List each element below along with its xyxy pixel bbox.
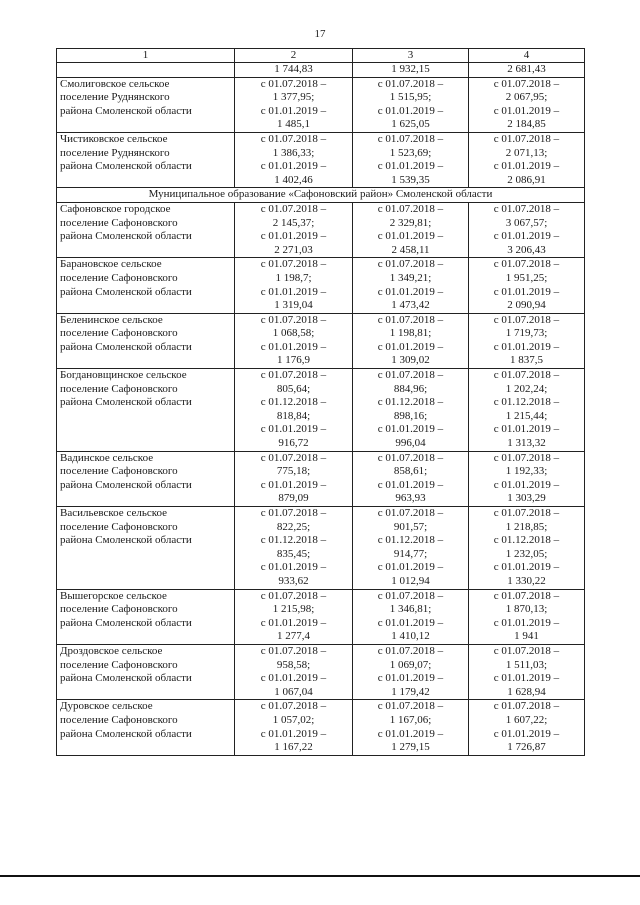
rate-line: с 01.01.2019 – [377,727,444,740]
rate-line: 933,62 [278,574,309,587]
rate-line: с 01.01.2019 – [260,160,327,173]
settlement-name-line: Барановское сельское [60,258,162,271]
rate-cell-col-2 [235,507,353,590]
rate-line: 1 277,4 [277,630,310,643]
rate-line: 1 057,02; [272,713,315,726]
rate-line: 1 176,9 [277,354,310,367]
rate-line: 1 719,73; [505,327,548,340]
settlement-name-line: Вышегорское сельское [60,589,167,602]
table-row [57,644,585,699]
settlement-name-line: района Смоленской области [60,160,192,173]
settlement-name-line: района Смоленской области [60,104,192,117]
settlement-name-line: района Смоленской области [60,534,192,547]
rate-line: 1 068,58; [272,327,315,340]
table-row [57,258,585,313]
settlement-name-line: поселение Сафоновского [60,603,178,616]
rate-cell-col-3 [353,700,469,755]
rate-cell-col-2 [235,589,353,644]
table-row [57,369,585,452]
rate-line: с 01.01.2019 – [377,561,444,574]
rate-line: 958,58; [276,658,311,671]
rate-line: с 01.07.2018 – [260,507,327,519]
rate-line: 1 951,25; [505,271,548,284]
rate-line: 1 607,22; [505,713,548,726]
table-row [57,202,585,257]
rate-line: с 01.01.2019 – [493,561,560,574]
rate-line: 1 232,05; [505,547,548,560]
settlement-name [57,313,235,368]
rate-line: 2 329,81; [389,216,432,229]
rate-line: 1 539,35 [391,173,430,186]
rate-line: 1 473,42 [391,299,430,312]
rate-line: 835,45; [276,547,311,560]
rate-line: с 01.07.2018 – [493,451,560,464]
table-row [57,132,585,187]
rate-line: 914,77; [393,547,428,560]
rate-line: с 01.01.2019 – [493,160,560,173]
rate-line: с 01.01.2019 – [260,672,327,685]
rate-line: 2 071,13; [505,146,548,159]
rate-line: с 01.01.2019 – [377,230,444,243]
rate-cell-col-3 [353,77,469,132]
rate-line: с 01.07.2018 – [377,258,444,271]
rate-line: с 01.01.2019 – [260,230,327,243]
rate-line: с 01.01.2019 – [260,104,327,117]
rate-line: 1 523,69; [389,146,432,159]
rate-line: 2 271,03 [274,243,313,256]
rate-line: с 01.01.2019 – [260,727,327,740]
rate-line: 2 458,11 [391,243,430,256]
rate-cell-col-3 [353,258,469,313]
rate-line: 1 349,21; [389,271,432,284]
rate-line: 1 377,95; [272,91,315,104]
rate-cell-col-2 [235,258,353,313]
rate-cell-col-4 [469,132,585,187]
rate-line: с 01.01.2019 – [377,340,444,353]
rate-cell-col-2 [235,369,353,452]
rate-line: 1 167,22 [274,741,313,754]
settlement-name [57,507,235,590]
rate-line: 1 625,05 [391,118,430,131]
rate-line: с 01.01.2019 – [493,478,560,491]
rate-line: с 01.07.2018 – [260,202,327,215]
rate-line: 1 167,06; [389,713,432,726]
rate-line: с 01.07.2018 – [260,451,327,464]
rate-line: с 01.12.2018 – [260,396,327,409]
rate-line: с 01.01.2019 – [260,285,327,298]
table-row [57,700,585,755]
settlement-name [57,369,235,452]
rate-cell-col-2 [235,700,353,755]
rate-line: с 01.07.2018 – [377,700,444,713]
settlement-name-line: поселение Руднянского [60,146,170,159]
rate-cell-col-3 [353,507,469,590]
rate-cell-col-4 [469,644,585,699]
settlement-name-line: Дроздовское сельское [60,644,163,657]
rate-line: 1 628,94 [507,685,546,698]
rate-line: 916,72 [278,437,309,450]
settlement-name-line: поселение Сафоновского [60,465,178,478]
settlement-name-line: района Смоленской области [60,672,192,685]
settlement-name-line: района Смоленской области [60,285,192,298]
rate-line: с 01.07.2018 – [493,202,560,215]
rate-line: с 01.07.2018 – [260,258,327,271]
footer-rule [0,875,640,877]
rate-line: с 01.07.2018 – [493,589,560,602]
rate-cell-col-4 [469,77,585,132]
rate-line: с 01.01.2019 – [260,561,327,574]
rate-line: с 01.07.2018 – [260,132,327,145]
rate-line: с 01.07.2018 – [377,132,444,145]
rate-line: с 01.01.2019 – [493,285,560,298]
settlement-name [57,132,235,187]
rate-line: 1 303,29 [507,492,546,505]
rate-cell-col-3 [353,589,469,644]
rate-cell-col-3 [353,313,469,368]
rate-line: 805,64; [276,382,311,395]
rate-cell-col-2 [235,77,353,132]
settlement-name [57,77,235,132]
rate-line: с 01.07.2018 – [377,77,444,90]
rate-line: 1 744,83 [274,63,313,75]
rate-line: с 01.07.2018 – [493,313,560,326]
settlement-name [57,202,235,257]
settlement-name-line: района Смоленской области [60,616,192,629]
settlement-name-line: Васильевское сельское [60,507,168,519]
rate-line: 884,96; [393,382,428,395]
page-number: 17 [314,28,326,40]
rate-cell-col-4 [469,258,585,313]
settlement-name-line: Смолиговское сельское [60,77,170,90]
rate-line: с 01.07.2018 – [493,77,560,90]
rate-line: с 01.01.2019 – [377,104,444,117]
rate-line: 1 485,1 [277,118,310,131]
rate-line: с 01.07.2018 – [260,700,327,713]
column-header-4: 4 [469,49,585,63]
rate-cell-col-2 [235,313,353,368]
rate-cell-col-3 [353,369,469,452]
rate-line: с 01.07.2018 – [493,700,560,713]
rate-line: с 01.01.2019 – [377,616,444,629]
section-block [57,188,585,203]
column-header-2: 2 [235,49,353,63]
rate-cell-col-2 [235,451,353,506]
settlement-name [57,644,235,699]
rate-line: с 01.07.2018 – [377,451,444,464]
rate-cell-col-4 [469,451,585,506]
rate-cell-col-3 [353,202,469,257]
rate-line: с 01.01.2019 – [377,285,444,298]
rate-line: 3 206,43 [507,243,546,256]
rate-line: 1 511,03; [505,658,548,671]
rate-line: 1 726,87 [507,741,546,754]
rate-line: с 01.12.2018 – [377,396,444,409]
rate-line: 2 067,95; [505,91,548,104]
rate-line: с 01.01.2019 – [493,423,560,436]
rate-line: 1 837,5 [510,354,543,367]
settlement-name [57,258,235,313]
settlement-name-line: Богдановщинское сельское [60,369,187,382]
table-row [57,451,585,506]
rate-cell-col-4 [469,202,585,257]
rate-line: 879,09 [278,492,309,505]
rate-line: с 01.01.2019 – [493,104,560,117]
rate-line: с 01.07.2018 – [377,313,444,326]
rate-line: 3 067,57; [505,216,548,229]
rate-line: 1 870,13; [505,603,548,616]
rate-cell-col-2 [235,644,353,699]
settlement-name [57,589,235,644]
rate-line: с 01.07.2018 – [377,507,444,519]
settlement-name-line: района Смоленской области [60,230,192,243]
rate-line: 1 215,98; [272,603,315,616]
rate-line: с 01.01.2019 – [493,672,560,685]
table-row [57,63,585,78]
settlement-name-line: района Смоленской области [60,340,192,353]
rate-cell-col-2 [235,132,353,187]
rate-line: 996,04 [395,437,426,450]
rate-line: 2 681,43 [507,63,546,75]
settlement-name-line: района Смоленской области [60,396,192,409]
settlement-name-line: поселение Сафоновского [60,327,178,340]
rate-line: 2 145,37; [272,216,315,229]
rate-line: с 01.01.2019 – [260,478,327,491]
settlement-name [57,63,235,78]
settlement-name-line: поселение Руднянского [60,91,170,104]
rate-line: с 01.01.2019 – [260,340,327,353]
rate-line: 898,16; [393,409,428,422]
rate-cell-col-3 [353,644,469,699]
column-header-1: 1 [57,49,235,63]
rate-line: с 01.01.2019 – [377,672,444,685]
rate-cell-col-4 [469,63,585,78]
rate-line: с 01.12.2018 – [493,534,560,547]
rate-cell-col-3 [353,132,469,187]
settlement-name-line: Дуровское сельское [60,700,153,713]
column-header-3: 3 [353,49,469,63]
settlement-name [57,700,235,755]
rate-line: 858,61; [393,465,428,478]
rate-line: с 01.07.2018 – [260,644,327,657]
settlement-name-line: поселение Сафоновского [60,520,178,533]
rate-line: с 01.07.2018 – [493,258,560,271]
rate-line: с 01.01.2019 – [493,727,560,740]
rate-line: 1 515,95; [389,91,432,104]
settlement-name-line: Беленинское сельское [60,313,163,326]
rate-line: 1 012,94 [391,574,430,587]
rate-line: с 01.01.2019 – [377,423,444,436]
rate-line: 963,93 [395,492,426,505]
rate-line: 1 386,33; [272,146,315,159]
rate-line: 1 313,32 [507,437,546,450]
rate-line: с 01.01.2019 – [377,478,444,491]
rate-line: с 01.01.2019 – [493,616,560,629]
rate-line: 1 330,22 [507,574,546,587]
rate-line: 1 410,12 [391,630,430,643]
rate-line: 1 198,7; [275,271,312,284]
rate-line: 1 192,33; [505,465,548,478]
rate-line: с 01.07.2018 – [493,644,560,657]
tariff-table [56,48,585,756]
rate-line: 1 279,15 [391,741,430,754]
rate-cell-col-4 [469,507,585,590]
settlement-name-line: района Смоленской области [60,727,192,740]
rate-cell-col-2 [235,202,353,257]
rate-line: 1 215,44; [505,409,548,422]
table-row [57,77,585,132]
rate-line: с 01.01.2019 – [260,616,327,629]
rate-line: с 01.07.2018 – [377,589,444,602]
rate-line: с 01.01.2019 – [493,230,560,243]
rate-line: с 01.07.2018 – [377,202,444,215]
rate-line: 1 202,24; [505,382,548,395]
rate-cell-col-2 [235,63,353,78]
rows-after [57,202,585,755]
rate-line: с 01.01.2019 – [260,423,327,436]
settlement-name-line: поселение Сафоновского [60,713,178,726]
settlement-name-line: поселение Сафоновского [60,658,178,671]
settlement-name [57,451,235,506]
rate-line: 818,84; [276,409,311,422]
rate-line: 1 218,85; [505,520,548,533]
rate-line: с 01.12.2018 – [377,534,444,547]
rate-cell-col-3 [353,451,469,506]
rate-cell-col-4 [469,369,585,452]
rate-line: 1 932,15 [391,63,430,75]
settlement-name-line: Чистиковское сельское [60,132,168,145]
rate-line: с 01.07.2018 – [377,369,444,382]
rate-line: 1 941 [514,630,539,643]
rate-line: 901,57; [393,520,428,533]
rate-line: 1 069,07; [389,658,432,671]
rate-line: с 01.07.2018 – [493,507,560,519]
rate-line: 2 086,91 [507,173,546,186]
rate-line: с 01.07.2018 – [260,369,327,382]
rate-line: с 01.07.2018 – [260,589,327,602]
rate-cell-col-3 [353,63,469,78]
rate-line: 775,18; [276,465,311,478]
settlement-name-line: поселение Сафоновского [60,216,178,229]
rate-line: 1 179,42 [391,685,430,698]
rate-line: с 01.12.2018 – [260,534,327,547]
rate-line: с 01.01.2019 – [377,160,444,173]
header-row [57,49,585,63]
rate-line: 1 198,81; [389,327,432,340]
rate-line: с 01.07.2018 – [493,132,560,145]
rate-line: с 01.07.2018 – [260,77,327,90]
section-row [57,188,585,203]
table-row [57,589,585,644]
rate-line: 1 402,46 [274,173,313,186]
settlement-name-line: поселение Сафоновского [60,382,178,395]
rate-line: с 01.01.2019 – [493,340,560,353]
section-title: Муниципальное образование «Сафоновский район» Смоленской области [57,188,585,203]
settlement-name-line: Вадинское сельское [60,451,154,464]
rate-line: 1 319,04 [274,299,313,312]
rate-line: с 01.12.2018 – [493,396,560,409]
rate-line: 1 309,02 [391,354,430,367]
rate-line: 1 067,04 [274,685,313,698]
rate-line: с 01.07.2018 – [377,644,444,657]
settlement-name-line: района Смоленской области [60,478,192,491]
table-row [57,507,585,590]
settlement-name-line: поселение Сафоновского [60,271,178,284]
rate-line: 1 346,81; [389,603,432,616]
rate-cell-col-4 [469,313,585,368]
rate-cell-col-4 [469,700,585,755]
rate-line: 2 184,85 [507,118,546,131]
rate-cell-col-4 [469,589,585,644]
table-row [57,313,585,368]
rows-before [57,63,585,188]
settlement-name-line: Сафоновское городское [60,202,171,215]
rate-line: с 01.07.2018 – [260,313,327,326]
rate-line: 2 090,94 [507,299,546,312]
rate-line: 822,25; [276,520,311,533]
rate-line: с 01.07.2018 – [493,369,560,382]
